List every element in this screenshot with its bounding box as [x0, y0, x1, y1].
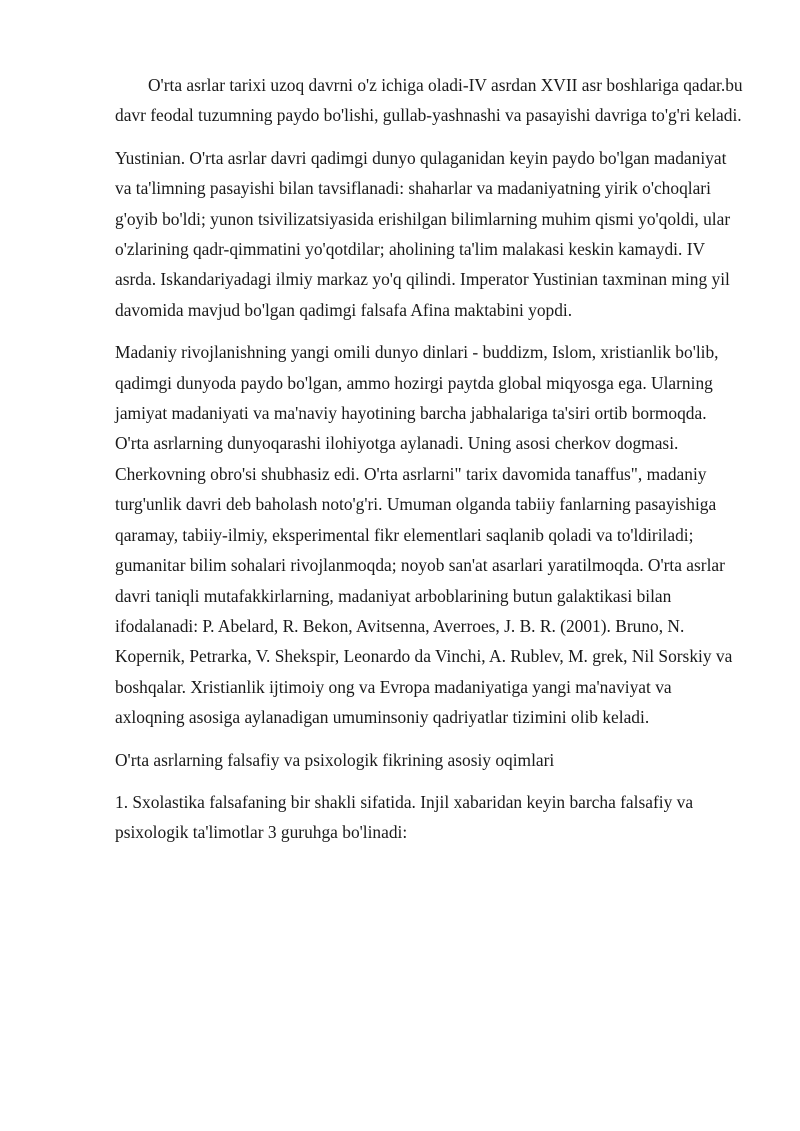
document-body	[115, 70, 743, 860]
paragraph-yustinian: Yustinian. O'rta asrlar davri qadimgi dunyo qulaganidan keyin paydo bo'lgan madaniyat va ta'limning pasayishi bilan tavsiflanadi: shaharlar va madaniyatning yirik o'choqlari g'oyib bo'ldi; yunon tsivilizatsiyasida erishilgan bilimlarning muhim qismi yo'qoldi, ular o'zlarining qadr-qimmatini yo'qotdilar; aholining ta'lim malakasi keskin kamaydi. IV asrda. Iskandariyadagi ilmiy markaz yo'q qilindi. Imperator Yustinian taxminan ming yil davomida mavjud bo'lgan qadimgi falsafa Afina maktabini yopdi.	[115, 147, 731, 320]
section-heading: O'rta asrlarning falsafiy va psixologik fikrining asosiy oqimlari	[115, 749, 555, 770]
paragraph-scholasticism: 1. Sxolastika falsafaning bir shakli sifatida. Injil xabaridan keyin barcha falsafiy va psixologik ta'limotlar 3 guruhga bo'linadi:	[115, 791, 694, 843]
paragraph-intro: O'rta asrlar tarixi uzoq davrni o'z ichiga oladi-IV asrdan XVII asr boshlariga qadar.bu davr feodal tuzumning paydo bo'lishi, gullab-yashnashi va pasayishi davriga to'g'ri keladi.	[115, 75, 743, 126]
paragraph-world-religions: Madaniy rivojlanishning yangi omili dunyo dinlari - buddizm, Islom, xristianlik bo'lib, qadimgi dunyoda paydo bo'lgan, ammo hozirgi paytda global miqyosga ega. Ularning jamiyat madaniyati va ma'naviy hayotining barcha jabhalariga ta'siri ortib bormoqda. O'rta asrlarning dunyoqarashi ilohiyotga aylanadi. Uning asosi cherkov dogmasi. Cherkovning obro'si shubhasiz edi. O'rta asrlarni" tarix davomida tanaffus", madaniy turg'unlik davri deb baholash noto'g'ri. Umuman olganda tabiiy fanlarning pasayishiga qaramay, tabiiy-ilmiy, eksperimental fikr elementlari saqlanib qoladi va to'ldiriladi; gumanitar bilim sohalari rivojlanmoqda; noyob san'at asarlari yaratilmoqda. O'rta asrlar davri taniqli mutafakkirlarning, madaniyat arboblarining butun galaktikasi bilan ifodalanadi: P. Abelard, R. Bekon, Avitsenna, Averroes, J. B. R. (2001). Bruno, N. Kopernik, Petrarka, V. Shekspir, Leonardo da Vinchi, A. Rublev, M. grek, Nil Sorskiy va boshqalar. Xristianlik ijtimoiy ong va Evropa madaniyatiga yangi ma'naviyat va axloqning asosiga aylanadigan umuminsoniy qadriyatlar tizimini olib keladi.	[115, 342, 733, 728]
